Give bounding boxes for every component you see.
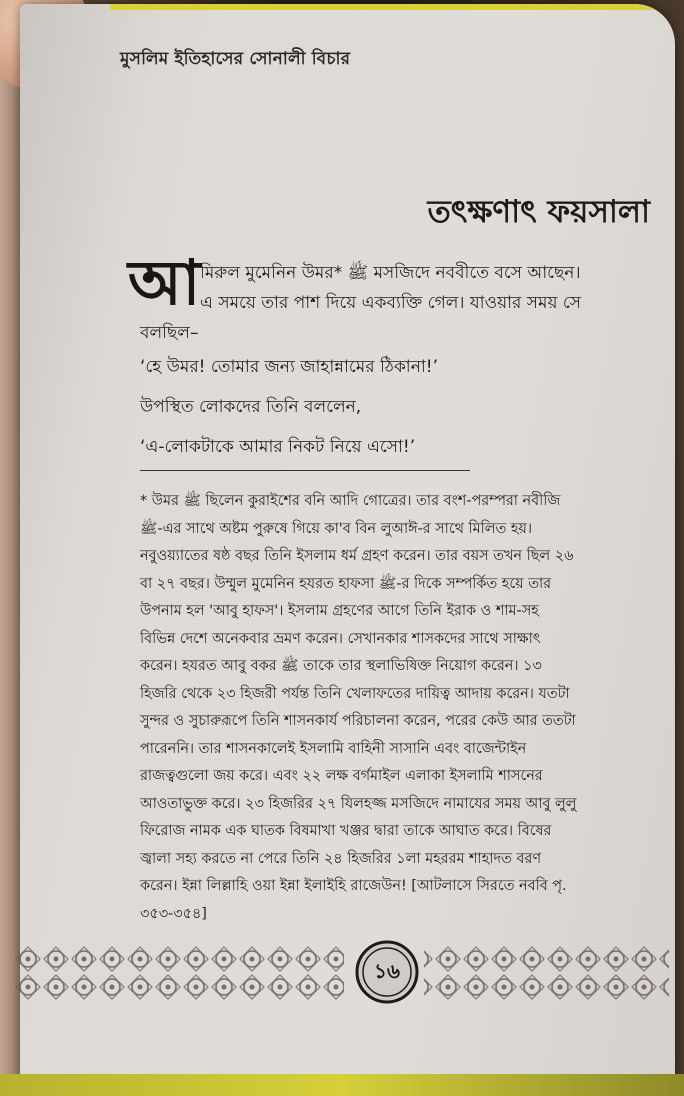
footnote-line: নবুওয়্যাতের ষষ্ঠ বছর তিনি ইসলাম ধর্ম গ্রহণ করেন। তার বয়স তখন ছিল ২৬	[140, 548, 574, 564]
drop-cap: আ	[128, 246, 201, 319]
footnote-line: * উমর ﷺ ছিলেন কুরাইশের বনি আদি গোত্রের। তার বংশ-পরম্পরা নবীজি	[140, 493, 561, 509]
body-line-3: বলছিল–	[140, 323, 199, 343]
quote-1: ‘হে উমর! তোমার জন্য জাহান্নামের ঠিকানা!’	[140, 357, 439, 377]
footnote-line: ﷺ-এর সাথে অষ্টম পুরুষে গিয়ে কা'ব বিন লুআঈ-র সাথে মিলিত হয়।	[140, 521, 533, 537]
footnote-line: বিভিন্ন দেশে অনেকবার ভ্রমণ করেন। সেখানকার শাসকদের সাথে সাক্ষাৎ	[140, 631, 541, 647]
body-line-1: মিরুল মুমেনিন উমর* ﷺ মসজিদে নববীতে বসে আছেন।	[200, 263, 581, 283]
footnote-line: উপনাম হল 'আবু হাফস'। ইসলাম গ্রহণের আগে তিনি ইরাক ও শাম-সহ	[140, 603, 539, 619]
footnote-line: আওতাভুক্ত করে। ২৩ হিজরির ২৭ যিলহজ্জ মসজিদে নামাযের সময় আবু লুলু	[140, 796, 577, 812]
footnote-line: হিজরি থেকে ২৩ হিজরী পর্যন্ত তিনি খেলাফতের দায়িত্ব আদায় করেন। যতটা	[140, 686, 570, 702]
quote-2: ‘এ-লোকটাকে আমার নিকট নিয়ে এসো!’	[140, 437, 416, 457]
page-number: ১৬	[374, 959, 400, 983]
body-line-4: উপস্থিত লোকদের তিনি বললেন,	[140, 397, 362, 417]
footnote-line: ৩৫৩-৩৫৪]	[140, 906, 207, 922]
footnote-line: করেন। ইন্না লিল্লাহি ওয়া ইন্না ইলাইহি রাজেউন! [আটলাসে সিরতে নববি পৃ.	[140, 878, 567, 894]
page-top-edge	[110, 4, 670, 10]
ornament-border	[14, 945, 669, 1001]
footnote-line: রাজত্বগুলো জয় করে। এবং ২২ লক্ষ বর্গমাইল এলাকা ইসলামি শাসনের	[140, 768, 543, 784]
cover-edge-strip	[0, 1074, 684, 1096]
chapter-title: তৎক্ষণাৎ ফয়সালা	[427, 194, 650, 230]
footnote-line: ফিরোজ নামক এক ঘাতক বিষমাখা খঞ্জর দ্বারা তাকে আঘাত করে। বিষের	[140, 823, 552, 839]
footnote-line: জ্বালা সহ্য করতে না পেরে তিনি ২৪ হিজরির ১লা মহররম শাহাদত বরণ	[140, 851, 542, 867]
running-head: মুসলিম ইতিহাসের সোনালী বিচার	[120, 49, 351, 69]
footnote-line: সুন্দর ও সুচারুরূপে তিনি শাসনকার্য পরিচালনা করেন, পরের কেউ আর ততটা	[140, 713, 576, 729]
footnote-line: বা ২৭ বছর। উম্মুল মুমেনিন হযরত হাফসা ﷺ-র দিকে সম্পর্কিত হয়ে তার	[140, 576, 552, 592]
body-line-2: এ সময়ে তার পাশ দিয়ে একব্যক্তি গেল। যাওয়ার সময় সে	[200, 293, 582, 313]
footnote-line: করেন। হযরত আবু বকর ﷺ তাকে তার স্থলাভিষিক্ত নিয়োগ করেন। ১৩	[140, 658, 542, 674]
footnote-rule	[140, 470, 470, 471]
footnote-line: পারেননি। তার শাসনকালেই ইসলামি বাহিনী সাসানি এবং বাজেন্টাইন	[140, 741, 527, 757]
